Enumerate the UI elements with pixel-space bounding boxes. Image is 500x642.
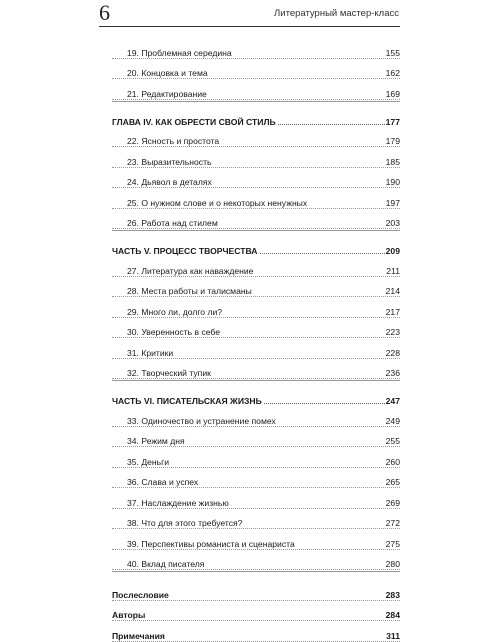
toc-entry[interactable] <box>112 447 400 468</box>
toc-entry[interactable] <box>112 79 400 100</box>
toc-entry-title: 27. Литература как наваждение <box>127 265 254 276</box>
toc-entry-title: Авторы <box>112 610 146 620</box>
toc-entry[interactable] <box>112 147 400 168</box>
toc-entry-page: 265 <box>385 477 400 487</box>
toc-entry[interactable] <box>112 509 400 530</box>
toc-entry-page: 185 <box>385 156 400 167</box>
toc-entry-title: 28. Места работы и талисманы <box>127 286 252 296</box>
toc-entry-page: 284 <box>385 610 400 620</box>
header-divider <box>99 26 400 27</box>
toc-heading-chapter-4[interactable] <box>112 106 400 127</box>
toc-entry-page: 260 <box>385 456 400 467</box>
toc-heading-title: ЧАСТЬ VI. ПИСАТЕЛЬСКАЯ ЖИЗНЬ <box>112 396 262 406</box>
toc-entry-title: 39. Перспективы романиста и сценариста <box>127 538 295 549</box>
toc-entry-title: 21. Редактирование <box>127 88 207 99</box>
toc-entry[interactable] <box>112 59 400 80</box>
toc-entry-page: 223 <box>385 327 400 337</box>
toc-entry-title: 38. Что для этого требуется? <box>127 518 243 528</box>
toc-entry[interactable] <box>112 127 400 148</box>
toc-entry-page: 169 <box>385 88 400 99</box>
toc-entry-title: 37. Наслаждение жизнью <box>127 497 229 508</box>
toc-entry-page: 236 <box>385 368 400 378</box>
toc-heading-part-6[interactable] <box>112 385 400 406</box>
toc-entry-title: 40. Вклад писателя <box>127 559 205 569</box>
toc-entry-page: 162 <box>385 68 400 78</box>
toc-leader <box>260 253 385 254</box>
toc-entry-title: 33. Одиночество и устранение помех <box>127 415 276 426</box>
toc-entry[interactable] <box>112 38 400 59</box>
toc-entry[interactable] <box>112 209 400 230</box>
toc-entry-page: 190 <box>385 177 400 187</box>
toc-entry[interactable] <box>112 318 400 339</box>
toc-entry-title: 20. Концовка и тема <box>127 68 208 78</box>
toc-entry[interactable] <box>112 168 400 189</box>
section-divider <box>112 380 400 381</box>
toc-entry[interactable] <box>112 468 400 489</box>
toc-entry[interactable] <box>112 359 400 380</box>
toc-entry-title: 22. Ясность и простота <box>127 136 220 146</box>
toc-leader <box>278 124 385 125</box>
spacer <box>112 572 400 580</box>
toc-entry-title: 23. Выразительность <box>127 156 212 167</box>
toc-entry[interactable] <box>112 406 400 427</box>
toc-entry-page: 275 <box>385 538 400 549</box>
toc-entry-title: 36. Слава и успех <box>127 477 199 487</box>
toc-entry-title: Примечания <box>112 630 165 641</box>
toc-entry-title: 31. Критики <box>127 347 174 358</box>
toc-entry-page: 203 <box>385 218 400 228</box>
toc-heading-part-5[interactable] <box>112 235 400 256</box>
toc-entry-page: 197 <box>385 197 400 208</box>
toc-entry-title: 24. Дьявол в деталях <box>127 177 212 187</box>
toc-entry-page: 217 <box>385 306 400 317</box>
section-divider <box>112 230 400 231</box>
toc-entry-page: 155 <box>385 47 400 58</box>
toc-entry[interactable] <box>112 188 400 209</box>
toc-authors[interactable] <box>112 601 400 622</box>
toc-entry-page: 211 <box>386 265 400 276</box>
section-divider <box>112 101 400 102</box>
toc-entry-title: 32. Творческий тупик <box>127 368 211 378</box>
toc-entry[interactable] <box>112 550 400 571</box>
toc-entry[interactable] <box>112 338 400 359</box>
toc-entry-page: 255 <box>385 436 400 446</box>
page-number: 6 <box>99 0 110 25</box>
toc-entry-title: 19. Проблемная середина <box>127 47 232 58</box>
toc-heading-title: ЧАСТЬ V. ПРОЦЕСС ТВОРЧЕСТВА <box>112 246 258 256</box>
toc-entry[interactable] <box>112 427 400 448</box>
toc-entry[interactable] <box>112 297 400 318</box>
toc-afterword[interactable] <box>112 580 400 601</box>
toc-entry-page: 214 <box>385 286 400 296</box>
toc-entry-page: 249 <box>385 415 400 426</box>
toc-entry-page: 280 <box>385 559 400 569</box>
toc-entry-page: 228 <box>385 347 400 358</box>
toc-notes[interactable] <box>112 621 400 642</box>
table-of-contents <box>112 38 400 642</box>
toc-heading-page: 209 <box>385 246 400 256</box>
toc-heading-title: ГЛАВА IV. КАК ОБРЕСТИ СВОЙ СТИЛЬ <box>112 116 276 127</box>
toc-entry-title: 25. О нужном слове и о некоторых ненужных <box>127 197 308 208</box>
toc-entry-title: Послесловие <box>112 589 169 600</box>
toc-entry[interactable] <box>112 488 400 509</box>
toc-entry-page: 272 <box>385 518 400 528</box>
running-title: Литературный мастер-класс <box>274 8 399 19</box>
toc-heading-page: 247 <box>385 396 400 406</box>
toc-entry-title: 35. Деньги <box>127 456 170 467</box>
toc-entry-page: 283 <box>385 589 400 600</box>
toc-entry-page: 179 <box>385 136 400 146</box>
toc-entry[interactable] <box>112 277 400 298</box>
toc-entry[interactable] <box>112 529 400 550</box>
toc-entry[interactable] <box>112 256 400 277</box>
toc-leader <box>264 403 385 404</box>
toc-entry-page: 269 <box>385 497 400 508</box>
toc-entry-title: 26. Работа над стилем <box>127 218 218 228</box>
toc-heading-page: 177 <box>385 116 400 127</box>
toc-entry-title: 29. Много ли, долго ли? <box>127 306 223 317</box>
toc-entry-title: 30. Уверенность в себе <box>127 327 221 337</box>
toc-entry-page: 311 <box>386 630 400 641</box>
toc-entry-title: 34. Режим дня <box>127 436 185 446</box>
